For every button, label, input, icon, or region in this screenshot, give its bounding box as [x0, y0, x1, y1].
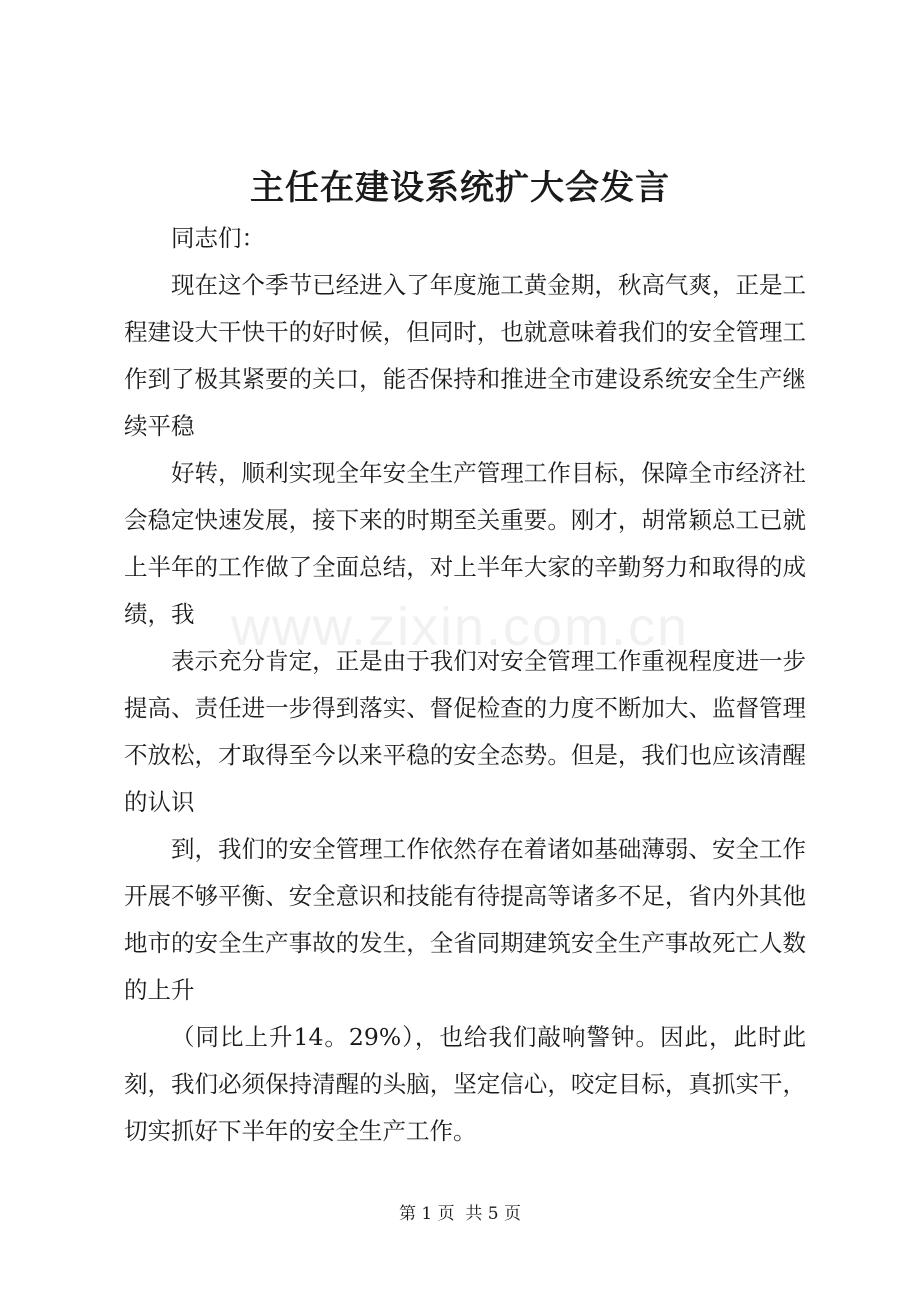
paragraph: （同比上升14。29%），也给我们敲响警钟。因此，此时此刻，我们必须保持清醒的头脑，坚定信心，咬定目标，真抓实干，切实抓好下半年的安全生产工作。	[124, 1023, 806, 1145]
watermark: www.zixin.com.cn	[230, 597, 690, 657]
paragraph: 现在这个季节已经进入了年度施工黄金期，秋高气爽，正是工程建设大干快干的好时候，但同时，也就意味着我们的安全管理工作到了极其紧要的关口，能否保持和推进全市建设系统安全生产继续平稳	[124, 271, 806, 440]
paragraph: 到，我们的安全管理工作依然存在着诸如基础薄弱、安全工作开展不够平衡、安全意识和技能有待提高等诸多不足，省内外其他地市的安全生产事故的发生，全省同期建筑安全生产事故死亡人数的上升	[124, 835, 806, 1004]
document-title: 主任在建设系统扩大会发言	[250, 168, 670, 208]
paragraph: 好转，顺利实现全年安全生产管理工作目标，保障全市经济社会稳定快速发展，接下来的时期至关重要。刚才，胡常颖总工已就上半年的工作做了全面总结，对上半年大家的辛勤努力和取得的成绩，我	[124, 459, 806, 628]
paragraph: 表示充分肯定，正是由于我们对安全管理工作重视程度进一步提高、责任进一步得到落实、督促检查的力度不断加大、监督管理不放松，才取得至今以来平稳的安全态势。但是，我们也应该清醒的认识	[124, 647, 806, 816]
page-footer	[0, 1200, 920, 1228]
paragraph-salutation: 同志们：	[171, 224, 265, 252]
page-number-label: 第 1 页 共 5 页	[398, 1204, 522, 1224]
document-body	[124, 215, 806, 1155]
